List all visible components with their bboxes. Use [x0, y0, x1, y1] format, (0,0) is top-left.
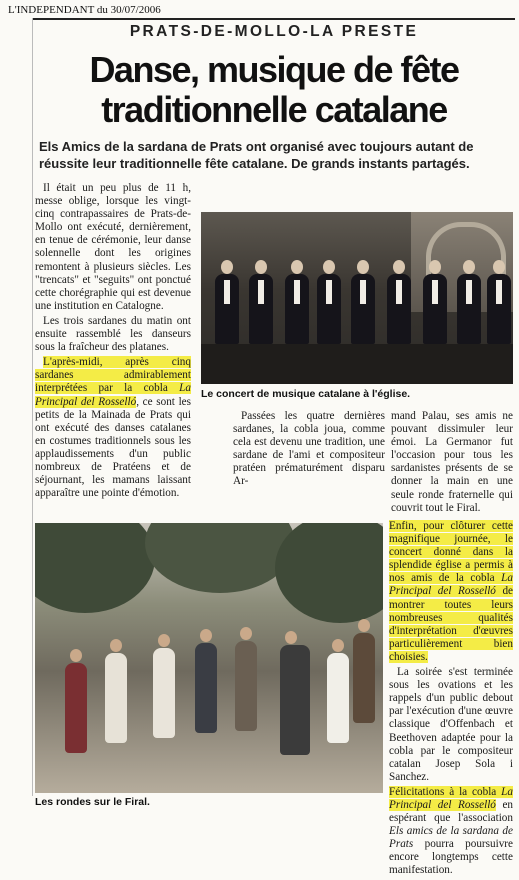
dance-photo: [35, 523, 383, 793]
dancer-figure: [353, 633, 375, 723]
dancer-figure: [327, 653, 349, 743]
musician-figure: [285, 274, 309, 344]
tree-canopy: [35, 523, 155, 613]
dancer-figure: [195, 643, 217, 733]
musician-figure: [387, 274, 411, 344]
lead-paragraph: Els Amics de la sardana de Prats ont organisé avec toujours autant de réussite leur traditionnelle fête catalane. De grands instants partagés.: [39, 139, 474, 171]
photo-caption: Les rondes sur le Firal.: [35, 796, 150, 808]
dancer-figure: [280, 645, 310, 755]
text: pourra poursuivre encore longtemps cette manifestation.: [389, 838, 513, 877]
paragraph: La soirée s'est terminée sous les ovations et les rappels d'un public debout par l'exécution d'une œuvre classique d'Offenbach et Beethoven adaptée pour la cobla par le compositeur catalan Josep Sola i Sanchez.: [389, 666, 513, 783]
column-1: [35, 182, 191, 502]
highlighted-text: de montrer toutes leurs nombreuses qualités d'interprétation d'œuvres particulièrement bien choisies.: [389, 585, 513, 663]
concert-photo: [201, 212, 513, 384]
source-line: L'INDEPENDANT du 30/07/2006: [8, 4, 161, 16]
paragraph: Il était un peu plus de 11 h, messe oblige, lorsque les vingt-cinq contrapassaires de Prats-de-Mollo ont exécuté, dernièrement, en tenue de cérémonie, leur danse solennelle dont les origines remontent à plusieurs siècles. Les "trencats" et "seguits" ont ponctué cette chorégraphie qui est devenue une institution en Catalogne.: [35, 182, 191, 312]
stage: [201, 344, 513, 384]
text: , ce sont les petits de la Mainada de Prats qui ont exécuté des danses catalanes en costumes traditionnels sous les applaudissements d'un public nombreux de Pratéens et de séjournant, les mamans laissant apparaître une pointe d'émotion.: [35, 395, 191, 500]
musician-figure: [215, 274, 239, 344]
highlighted-text: La Principal del Rosselló: [389, 785, 513, 811]
highlighted-text: La Principal del Rosselló: [35, 382, 191, 408]
tree-canopy: [145, 523, 295, 593]
paragraph: mand Palau, ses amis ne pouvant dissimuler leur émoi. La Germanor fut l'occasion pour tous les sardanistes présents de se donner la main en une seule ronde fraternelle qui couvrit tout le Firal.: [391, 410, 513, 514]
paragraph: [389, 520, 513, 664]
dancer-figure: [105, 653, 127, 743]
column-2: [233, 410, 385, 491]
musician-figure: [249, 274, 273, 344]
highlighted-text: Félicitations à la cobla: [389, 785, 502, 798]
text: Els amics de la sardana de Prats: [389, 825, 513, 851]
column-3: [391, 410, 513, 517]
paragraph: Les trois sardanes du matin ont ensuite rassemblé les danseurs sous la fraîcheur des platanes.: [35, 314, 191, 354]
dancer-figure: [65, 663, 87, 753]
highlighted-text: La Principal del Rosselló: [389, 572, 513, 598]
paragraph: Passées les quatre dernières sardanes, la cobla joua, comme cela est devenu une tradition, une sardane de l'ami et compositeur pratéen prématurément disparu Ar-: [233, 410, 385, 488]
highlighted-text: L'après-midi, après cinq sardanes admirablement interprétées par la cobla: [35, 356, 191, 395]
headline: Danse, musique de fête traditionnelle catalane: [89, 49, 459, 130]
musician-figure: [457, 274, 481, 344]
photo-caption: Le concert de musique catalane à l'église.: [201, 388, 411, 400]
dancer-figure: [153, 648, 175, 738]
musician-figure: [351, 274, 375, 344]
highlighted-text: Enfin, pour clôturer cette magnifique journée, le concert donné dans la splendide église a permis à nos amis de la cobla: [389, 520, 513, 585]
musician-figure: [423, 274, 447, 344]
article: [32, 18, 515, 877]
dancer-figure: [235, 641, 257, 731]
column-right: [389, 520, 513, 880]
tree-canopy: [275, 523, 383, 623]
rubric-header: PRATS-DE-MOLLO-LA PRESTE: [33, 18, 515, 44]
musician-figure: [487, 274, 511, 344]
paragraph: [35, 356, 191, 500]
musician-figure: [317, 274, 341, 344]
text: en espérant que l'association: [389, 798, 513, 825]
